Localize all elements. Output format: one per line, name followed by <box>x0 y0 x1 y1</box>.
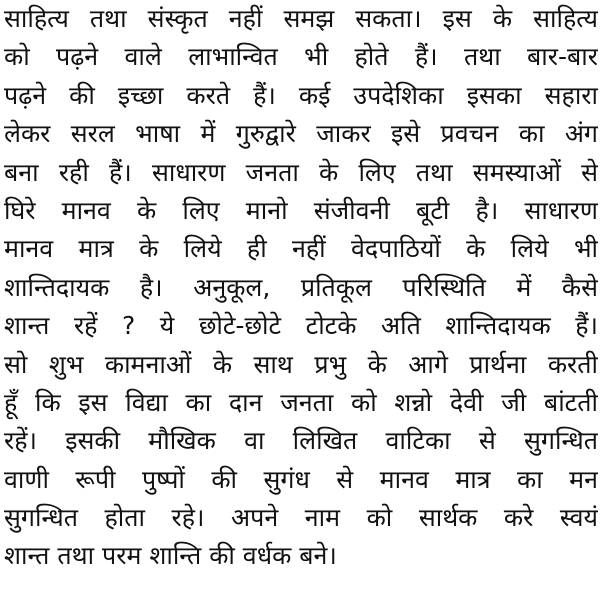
text-line: रहें। इसकी मौखिक वा लिखित वाटिका से सुगन्धित <box>4 426 598 456</box>
text-line: पढ़ने की इच्छा करते हैं। कई उपदेशिका इसका सहारा <box>4 80 598 110</box>
text-line: शान्तिदायक है। अनुकूल, प्रतिकूल परिस्थिति में कैसे <box>4 272 598 302</box>
text-line: को पढ़ने वाले लाभान्वित भी होते हैं। तथा बार-बार <box>4 42 598 72</box>
text-line: सुगन्धित होता रहे। अपने नाम को सार्थक करे स्वयं <box>4 503 598 533</box>
text-line: मानव मात्र के लिये ही नहीं वेदपाठियों के लिये भी <box>4 234 598 264</box>
text-line: शान्त तथा परम शान्ति की वर्धक बने। <box>4 541 337 571</box>
text-line: घिरे मानव के लिए मानो संजीवनी बूटी है। साधारण <box>4 195 598 225</box>
text-line: हूँ कि इस विद्या का दान जनता को शन्नो देवी जी बांटती <box>4 387 598 417</box>
paragraph <box>4 0 598 576</box>
text-line: साहित्य तथा संस्कृत नहीं समझ सकता। इस के साहित्य <box>4 4 598 33</box>
text-line: वाणी रूपी पुष्पों की सुगंध से मानव मात्र का मन <box>4 464 598 494</box>
text-line: लेकर सरल भाषा में गुरुद्वारे जाकर इसे प्रवचन का अंग <box>4 119 598 149</box>
text-line: सो शुभ कामनाओं के साथ प्रभु के आगे प्रार्थना करती <box>4 349 598 379</box>
text-line: शान्त रहें ? ये छोटे-छोटे टोटके अति शान्तिदायक हैं। <box>4 311 598 341</box>
text-line: बना रही हैं। साधारण जनता के लिए तथा समस्याओं से <box>4 157 598 187</box>
